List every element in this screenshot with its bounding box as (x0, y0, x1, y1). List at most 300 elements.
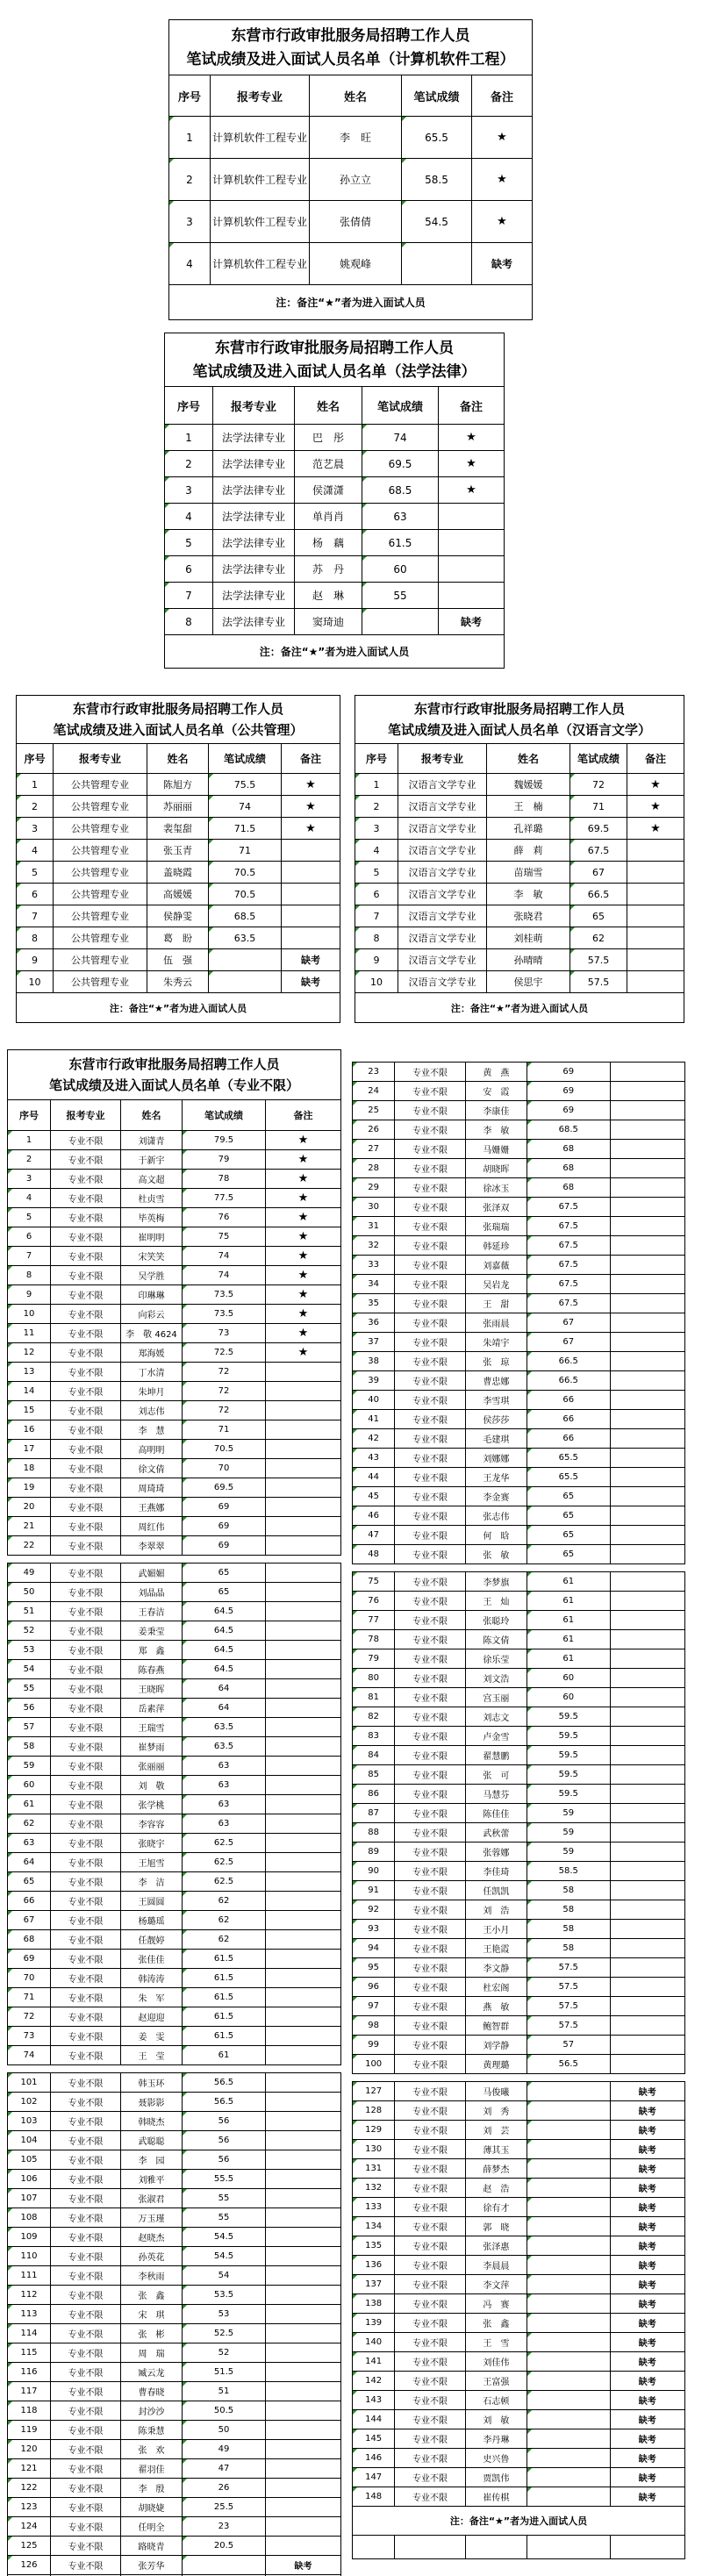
score-cell: 75 (183, 1227, 266, 1247)
table-row (8, 2517, 341, 2537)
table-row (8, 2479, 341, 2498)
row-index: 129 (353, 2121, 395, 2140)
major-cell: 专业不限 (51, 1517, 121, 1536)
remark-cell (266, 1969, 341, 1988)
row-index: 6 (17, 884, 54, 905)
title-line2: 笔试成绩及进入面试人员名单（计算机软件工程） (186, 50, 515, 68)
row-index: 6 (355, 884, 398, 905)
table-row (355, 905, 684, 927)
name-cell: 王 甜 (465, 1294, 526, 1313)
name-cell: 刘学静 (465, 2036, 526, 2055)
column-header: 姓名 (487, 744, 570, 774)
name-cell: 苏 丹 (295, 556, 362, 583)
table-row (353, 1410, 685, 1429)
name-cell: 朱靖宇 (465, 1333, 526, 1352)
table-row (8, 2459, 341, 2479)
row-index: 110 (8, 2247, 51, 2266)
table-public-admin (16, 695, 340, 1023)
remark-cell (266, 1814, 341, 1834)
name-cell: 葛 盼 (147, 927, 209, 949)
remark-cell (439, 583, 505, 609)
table-row (8, 1872, 341, 1892)
score-cell: 63.5 (183, 1737, 266, 1757)
name-cell: 杜宏阁 (465, 1978, 526, 1997)
major-cell: 专业不限 (51, 1621, 121, 1641)
row-index: 21 (8, 1517, 51, 1536)
remark-cell (266, 1718, 341, 1737)
name-cell: 贾凯伟 (465, 2468, 526, 2487)
row-index: 95 (353, 1958, 395, 1978)
score-cell: 63 (183, 1795, 266, 1814)
score-cell: 70.5 (209, 862, 282, 884)
major-cell: 专业不限 (51, 1227, 121, 1247)
table-row (353, 1178, 685, 1198)
remark-cell (610, 1669, 684, 1688)
score-cell: 56.5 (527, 2055, 610, 2074)
major-cell: 专业不限 (51, 1737, 121, 1757)
row-index: 108 (8, 2208, 51, 2228)
row-index: 4 (355, 840, 398, 862)
row-index: 9 (17, 949, 54, 971)
star-icon: ★ (297, 1211, 309, 1224)
major-cell: 专业不限 (395, 2036, 465, 2055)
major-cell: 专业不限 (395, 2352, 465, 2372)
major-cell: 计算机软件工程专业 (211, 117, 310, 159)
score-cell: 57.5 (570, 949, 627, 971)
table-row (8, 1853, 341, 1872)
remark-cell (266, 2401, 341, 2421)
major-cell: 专业不限 (395, 1313, 465, 1333)
name-cell: 姚观峰 (310, 243, 402, 285)
major-cell: 专业不限 (395, 2236, 465, 2256)
row-index: 130 (353, 2140, 395, 2159)
star-icon: ★ (297, 1153, 309, 1166)
major-cell: 法学法律专业 (213, 504, 295, 530)
remark-cell: 缺考 (610, 2314, 684, 2333)
remark-cell (610, 1843, 684, 1862)
score-cell: 20.5 (183, 2537, 266, 2556)
row-index: 76 (353, 1592, 395, 1611)
name-cell: 张蓉娜 (465, 1843, 526, 1862)
score-cell (527, 2217, 610, 2236)
major-cell: 专业不限 (51, 1401, 121, 1420)
score-cell: 61.5 (183, 2007, 266, 2027)
remark-cell: 缺考 (610, 2159, 684, 2179)
name-cell: 刘 秀 (465, 2101, 526, 2121)
major-cell: 专业不限 (51, 2027, 121, 2046)
score-cell: 59 (527, 1843, 610, 1862)
score-cell: 51.5 (183, 2363, 266, 2382)
name-cell: 石志顿 (465, 2391, 526, 2410)
major-cell: 专业不限 (395, 1391, 465, 1410)
score-cell: 47 (183, 2459, 266, 2479)
remark-cell (266, 1498, 341, 1517)
row-index: 83 (353, 1727, 395, 1746)
row-index: 124 (8, 2517, 51, 2537)
major-cell: 专业不限 (51, 1988, 121, 2007)
major-cell: 专业不限 (395, 2333, 465, 2352)
score-cell: 59.5 (527, 1785, 610, 1804)
remark-cell (266, 1363, 341, 1382)
table-row (353, 1572, 685, 1592)
table-row (353, 1746, 685, 1765)
column-header: 备注 (282, 744, 340, 774)
table-row (355, 971, 684, 993)
table-row (353, 2256, 685, 2275)
table-row (353, 2372, 685, 2391)
row-index: 52 (8, 1621, 51, 1641)
score-cell: 74 (183, 1247, 266, 1266)
remark-cell (266, 1660, 341, 1679)
major-cell: 专业不限 (395, 1082, 465, 1101)
table-unlimited-rows-75-100 (352, 1571, 685, 2074)
unlimited-right-column (352, 1062, 685, 2559)
score-cell: 51 (183, 2382, 266, 2401)
row-index: 3 (8, 1170, 51, 1189)
table-row (8, 1131, 341, 1150)
table-note: 注：备注“★”者为进入面试人员 (353, 2507, 685, 2536)
table-row (8, 1911, 341, 1930)
table-law (164, 333, 505, 669)
score-cell (527, 2429, 610, 2449)
score-cell: 58 (527, 1939, 610, 1958)
score-cell: 56.5 (183, 2093, 266, 2112)
major-cell: 专业不限 (51, 1208, 121, 1227)
column-header: 报考专业 (398, 744, 487, 774)
major-cell: 专业不限 (51, 2170, 121, 2189)
row-index: 91 (353, 1881, 395, 1900)
name-cell: 伍 强 (147, 949, 209, 971)
row-index: 4 (169, 243, 211, 285)
table-row (355, 884, 684, 905)
score-cell: 63.5 (209, 927, 282, 949)
major-cell: 公共管理专业 (54, 774, 147, 796)
major-cell: 专业不限 (395, 2121, 465, 2140)
name-cell: 赵 浩 (465, 2179, 526, 2198)
major-cell: 专业不限 (395, 2159, 465, 2179)
star-icon: ★ (305, 821, 316, 835)
table-row (353, 1881, 685, 1900)
remark-cell (610, 1275, 684, 1294)
major-cell: 法学法律专业 (213, 477, 295, 504)
name-cell: 薛 莉 (487, 840, 570, 862)
table-row (8, 1498, 341, 1517)
remark-cell (266, 1988, 341, 2007)
row-index: 90 (353, 1862, 395, 1881)
remark-cell (610, 1727, 684, 1746)
remark-cell (610, 1256, 684, 1275)
table-row (355, 774, 684, 796)
row-index: 80 (353, 1669, 395, 1688)
name-cell: 王龙华 (465, 1468, 526, 1487)
major-cell: 法学法律专业 (213, 425, 295, 451)
remark-cell (610, 1391, 684, 1410)
name-cell: 史兴鲁 (465, 2449, 526, 2468)
table-row (353, 1352, 685, 1371)
remark-cell (610, 1862, 684, 1881)
header-row (169, 75, 533, 117)
remark-cell (610, 2016, 684, 2036)
column-header: 备注 (627, 744, 684, 774)
major-cell: 专业不限 (51, 1363, 121, 1382)
table-row (353, 1256, 685, 1275)
major-cell: 专业不限 (51, 2286, 121, 2305)
remark-cell: 缺考 (610, 2179, 684, 2198)
score-cell: 61.5 (183, 2027, 266, 2046)
major-cell: 专业不限 (395, 1063, 465, 1082)
score-cell: 57.5 (570, 971, 627, 993)
name-cell: 周琦琦 (121, 1478, 183, 1498)
name-cell: 丁水清 (121, 1363, 183, 1382)
row-index: 66 (8, 1892, 51, 1911)
table-row (8, 1305, 341, 1324)
table-row (8, 1621, 341, 1641)
remark-cell (266, 1602, 341, 1621)
table-row (353, 1140, 685, 1159)
name-cell: 杨璐瑶 (121, 1911, 183, 1930)
table-row (353, 1101, 685, 1120)
row-index: 8 (355, 927, 398, 949)
star-icon: ★ (297, 1134, 309, 1147)
remark-cell: 缺考 (610, 2333, 684, 2352)
table-row (165, 583, 505, 609)
name-cell: 杨 藕 (295, 530, 362, 556)
major-cell: 专业不限 (395, 1429, 465, 1449)
major-cell: 专业不限 (395, 1256, 465, 1275)
row-index: 121 (8, 2459, 51, 2479)
name-cell: 张瑞瑞 (465, 1217, 526, 1236)
row-index: 148 (353, 2487, 395, 2507)
major-cell: 法学法律专业 (213, 451, 295, 477)
remark-cell (610, 1746, 684, 1765)
column-header: 笔试成绩 (362, 387, 439, 425)
major-cell: 专业不限 (51, 1583, 121, 1602)
table-row (353, 1900, 685, 1920)
name-cell: 张 琼 (465, 1352, 526, 1371)
score-cell: 62.5 (183, 1872, 266, 1892)
major-cell: 专业不限 (51, 1189, 121, 1208)
major-cell: 专业不限 (395, 1920, 465, 1939)
name-cell: 李佳琦 (465, 1862, 526, 1881)
score-cell: 70.5 (183, 1440, 266, 1459)
score-cell: 62.5 (183, 1834, 266, 1853)
remark-cell (610, 1429, 684, 1449)
row-index: 88 (353, 1823, 395, 1843)
row-index: 3 (17, 818, 54, 840)
table-row (165, 451, 505, 477)
table-row (353, 1217, 685, 1236)
table-row (353, 1707, 685, 1727)
name-cell: 薛梦杰 (465, 2159, 526, 2179)
score-cell: 55 (183, 2189, 266, 2208)
name-cell: 王富强 (465, 2372, 526, 2391)
column-header: 报考专业 (213, 387, 295, 425)
name-cell: 任明全 (121, 2517, 183, 2537)
table-row (353, 1449, 685, 1468)
score-cell: 68 (527, 1178, 610, 1198)
name-cell: 张雨晨 (465, 1313, 526, 1333)
score-cell: 58 (527, 1920, 610, 1939)
major-cell: 专业不限 (395, 1669, 465, 1688)
score-cell: 26 (183, 2479, 266, 2498)
table-row (8, 1641, 341, 1660)
row-index: 94 (353, 1939, 395, 1958)
major-cell: 专业不限 (51, 1814, 121, 1834)
score-cell: 57.5 (527, 2016, 610, 2036)
score-cell (527, 2314, 610, 2333)
score-cell: 69.5 (362, 451, 439, 477)
row-index: 69 (8, 1950, 51, 1969)
table-row (8, 1401, 341, 1420)
name-cell: 崔传棋 (465, 2487, 526, 2507)
table-row (8, 2189, 341, 2208)
row-index: 59 (8, 1757, 51, 1776)
major-cell: 专业不限 (395, 1630, 465, 1649)
name-cell: 王燕娜 (121, 1498, 183, 1517)
name-cell: 姜 雯 (121, 2027, 183, 2046)
name-cell: 任靓婷 (121, 1930, 183, 1950)
major-cell: 专业不限 (51, 2208, 121, 2228)
major-cell: 法学法律专业 (213, 530, 295, 556)
row-index: 33 (353, 1256, 395, 1275)
table-row (353, 1727, 685, 1746)
table-row (353, 2082, 685, 2101)
score-cell (527, 2468, 610, 2487)
remark-cell (627, 884, 684, 905)
name-cell: 张丽丽 (121, 1757, 183, 1776)
table-row (8, 2112, 341, 2131)
table-row (353, 1545, 685, 1564)
remark-cell (472, 201, 533, 243)
name-cell: 王春洁 (121, 1602, 183, 1621)
major-cell: 专业不限 (51, 2266, 121, 2286)
row-index: 2 (8, 1150, 51, 1170)
table-computer-software (168, 19, 533, 320)
table-row (8, 2170, 341, 2189)
name-cell: 朱坤月 (121, 1382, 183, 1401)
star-icon: ★ (466, 431, 476, 444)
score-cell: 59.5 (527, 1707, 610, 1727)
row-index: 31 (353, 1217, 395, 1236)
score-cell: 79 (183, 1150, 266, 1170)
remark-cell (266, 2343, 341, 2363)
remark-cell (610, 1900, 684, 1920)
row-index: 142 (353, 2372, 395, 2391)
row-index: 4 (165, 504, 213, 530)
row-index: 17 (8, 1440, 51, 1459)
table-row (8, 1285, 341, 1305)
remark-cell (266, 2537, 341, 2556)
major-cell: 汉语言文学专业 (398, 862, 487, 884)
name-cell: 李 洁 (121, 1872, 183, 1892)
row-index: 71 (8, 1988, 51, 2007)
row-index: 82 (353, 1707, 395, 1727)
table-row (8, 2150, 341, 2170)
column-header: 序号 (355, 744, 398, 774)
note-row (355, 993, 684, 1023)
title-line2: 笔试成绩及进入面试人员名单（法学法律） (192, 362, 476, 381)
score-cell: 69 (527, 1063, 610, 1082)
remark-cell (282, 840, 340, 862)
major-cell: 专业不限 (395, 2256, 465, 2275)
remark-cell (610, 1572, 684, 1592)
row-index: 2 (355, 796, 398, 818)
table-row (8, 2286, 341, 2305)
row-index: 1 (8, 1131, 51, 1150)
name-cell: 韩延珍 (465, 1236, 526, 1256)
name-cell: 裴玺甜 (147, 818, 209, 840)
major-cell: 专业不限 (51, 2112, 121, 2131)
score-cell: 65 (527, 1487, 610, 1506)
row-index: 106 (8, 2170, 51, 2189)
table-row (8, 1660, 341, 1679)
table-row (353, 1823, 685, 1843)
score-cell: 69 (183, 1536, 266, 1556)
table-row (353, 1236, 685, 1256)
major-cell: 专业不限 (395, 1823, 465, 1843)
row-index: 32 (353, 1236, 395, 1256)
row-index: 1 (17, 774, 54, 796)
table-row (8, 2046, 341, 2065)
name-cell: 李文静 (465, 1958, 526, 1978)
name-cell: 张 欢 (121, 2440, 183, 2459)
name-cell: 侯潇潇 (295, 477, 362, 504)
table-row (8, 2228, 341, 2247)
major-cell: 专业不限 (395, 1727, 465, 1746)
row-index: 72 (8, 2007, 51, 2027)
name-cell: 孔祥璐 (487, 818, 570, 840)
score-cell: 72 (183, 1363, 266, 1382)
table-row (17, 971, 340, 993)
row-index: 116 (8, 2363, 51, 2382)
major-cell: 公共管理专业 (54, 796, 147, 818)
table-row (353, 1804, 685, 1823)
name-cell: 翟慧鹏 (465, 1746, 526, 1765)
score-cell: 65 (527, 1506, 610, 1526)
table-title (8, 1050, 341, 1100)
table-row (353, 1688, 685, 1707)
star-icon: ★ (650, 821, 661, 835)
star-icon: ★ (305, 777, 316, 791)
name-cell: 朱 军 (121, 1988, 183, 2007)
major-cell: 专业不限 (51, 2421, 121, 2440)
score-cell: 69 (527, 1101, 610, 1120)
remark-cell (266, 2498, 341, 2517)
score-cell (527, 2410, 610, 2429)
table-row (8, 2247, 341, 2266)
remark-cell (266, 1150, 341, 1170)
table-row (8, 1757, 341, 1776)
row-index: 117 (8, 2382, 51, 2401)
table-row (8, 1583, 341, 1602)
table-row (8, 1950, 341, 1969)
row-index: 141 (353, 2352, 395, 2372)
row-index: 3 (165, 477, 213, 504)
score-cell: 57.5 (527, 1958, 610, 1978)
remark-cell (610, 1101, 684, 1120)
score-cell: 68 (527, 1159, 610, 1178)
table-row (353, 1198, 685, 1217)
name-cell: 张淑君 (121, 2189, 183, 2208)
name-cell: 苏丽丽 (147, 796, 209, 818)
major-cell: 专业不限 (395, 2217, 465, 2236)
major-cell: 专业不限 (395, 1958, 465, 1978)
remark-cell (439, 530, 505, 556)
major-cell: 专业不限 (395, 2082, 465, 2101)
remark-cell (627, 862, 684, 884)
major-cell: 专业不限 (395, 2101, 465, 2121)
remark-cell (266, 1440, 341, 1459)
